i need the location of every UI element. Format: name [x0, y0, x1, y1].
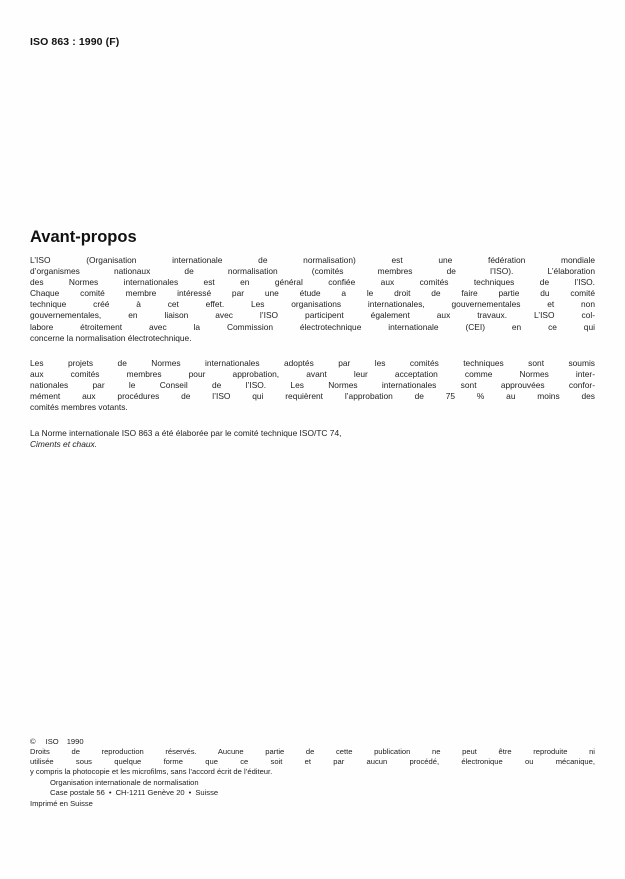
text-line: d’organismes nationaux de normalisation (comités membres de l’ISO). L’élaboration	[30, 266, 595, 277]
section-title: Avant-propos	[30, 228, 137, 246]
text-line: des Normes internationales est en général confiée aux comités techniques de l’ISO.	[30, 277, 595, 288]
text-line: L’ISO (Organisation internationale de normalisation) est une fédération mondiale	[30, 255, 595, 265]
text-line: aux comités membres pour approbation, avant leur acceptation comme Normes inter-	[30, 369, 595, 380]
text-line: mément aux procédures de l’ISO qui requièrent l’approbation de 75 % au moins des	[30, 391, 595, 402]
text-line: La Norme internationale ISO 863 a été élaborée par le comité technique ISO/TC 74,	[30, 428, 342, 438]
address-po-box: Case postale 56	[50, 788, 105, 797]
bullet-icon: •	[108, 788, 112, 797]
paragraph-approval-procedure	[30, 358, 595, 413]
publisher-address	[30, 788, 595, 798]
bullet-icon: •	[188, 788, 192, 797]
text-line: comités membres votants.	[30, 402, 128, 413]
copyright-icon: ©	[30, 737, 36, 746]
committee-title: Ciments et chaux.	[30, 439, 98, 450]
text-line: concerne la normalisation électrotechnique.	[30, 332, 192, 343]
publisher-organization: Organisation internationale de normalisation	[50, 778, 199, 787]
text-line: gouvernementales, en liaison avec l’ISO participent également aux travaux. L’ISO col-	[30, 310, 595, 321]
running-header: ISO 863 : 1990 (F)	[30, 36, 120, 48]
copyright-notice	[30, 737, 595, 809]
copyright-owner: ISO	[45, 737, 59, 746]
address-country: Suisse	[195, 788, 219, 797]
copyright-year: 1990	[66, 737, 84, 746]
text-line: technique créé à cet effet. Les organisations internationales, gouvernementales et non	[30, 299, 595, 310]
address-city: CH-1211 Genève 20	[115, 788, 185, 797]
rights-line: utilisée sous quelque forme que ce soit et par aucun procédé, électronique ou mécanique,	[30, 757, 595, 766]
copyright-line	[30, 737, 595, 747]
text-line: Chaque comité membre intéressé par une étude a le droit de faire partie du comité	[30, 288, 595, 299]
paragraph-foreword-intro	[30, 255, 595, 344]
text-line: nationales par le Conseil de l’ISO. Les Normes internationales sont approuvées confor-	[30, 380, 595, 391]
text-line: labore étroitement avec la Commission électrotechnique internationale (CEI) en ce qui	[30, 321, 595, 332]
printed-in: Imprimé en Suisse	[30, 799, 93, 808]
text-line: Les projets de Normes internationales adoptés par les comités techniques sont soumis	[30, 358, 595, 368]
rights-line: y compris la photocopie et les microfilms, sans l’accord écrit de l’éditeur.	[30, 767, 273, 776]
rights-line: Droits de reproduction réservés. Aucune partie de cette publication ne peut être reproduite ni	[30, 747, 595, 756]
paragraph-technical-committee	[30, 428, 595, 450]
